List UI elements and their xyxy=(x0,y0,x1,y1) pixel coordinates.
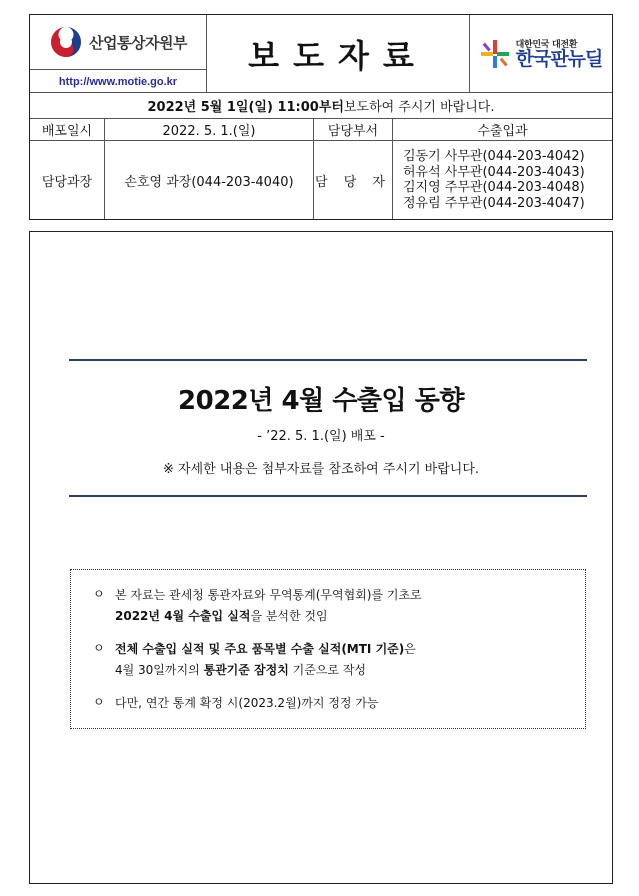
title-rule-top xyxy=(69,359,587,361)
press-body xyxy=(29,231,613,884)
newdeal-spark-icon xyxy=(480,37,510,71)
dist-date-label: 배포일시 xyxy=(30,119,105,140)
newdeal-name: 한국판뉴딜 xyxy=(515,48,603,71)
title-rule-bottom xyxy=(69,495,587,497)
newdeal-logo-text xyxy=(516,37,603,70)
header-row-embargo xyxy=(30,93,612,119)
embargo-time: 2022년 5월 1일(일) 11:00부터 xyxy=(147,100,344,115)
notice-line xyxy=(115,639,416,660)
notice-item xyxy=(93,639,585,681)
manager-value: 손호영 과장(044-203-4040) xyxy=(105,141,314,219)
doc-type-title: 보도자료 xyxy=(207,15,470,92)
dist-date-value: 2022. 5. 1.(일) xyxy=(105,119,314,140)
press-header-table xyxy=(29,14,613,220)
header-row-contacts xyxy=(30,141,612,219)
doc-dist-line: - ’22. 5. 1.(일) 배포 - xyxy=(257,429,385,444)
dept-value: 수출입과 xyxy=(477,124,528,139)
notice-line: 본 자료는 관세청 통관자료와 무역통계(무역협회)를 기초로 xyxy=(115,588,422,602)
ministry-name: 산업통상자원부 xyxy=(89,33,187,52)
notice-box xyxy=(70,569,586,729)
manager-label: 담당과장 xyxy=(30,141,105,219)
embargo-notice xyxy=(30,93,612,118)
notice-bold: 통관기준 잠정치 xyxy=(203,663,289,677)
ministry-logo xyxy=(49,25,187,59)
notice-bullet: ㅇ xyxy=(93,587,105,601)
header-row-logos xyxy=(30,15,612,93)
notice-bold: (MTI 기준) xyxy=(341,642,405,656)
embargo-text: 보도하여 주시기 바랍니다. xyxy=(343,100,495,115)
dept-label: 담당부서 xyxy=(314,119,393,140)
notice-line: 다만, 연간 통계 확정 시(2023.2월)까지 정정 가능 xyxy=(115,696,379,710)
notice-bullet: ㅇ xyxy=(93,695,105,709)
ministry-url[interactable]: http://www.motie.go.kr xyxy=(30,69,206,88)
notice-text: 4월 30일 xyxy=(115,663,165,677)
notice-bold: 2022년 4월 수출입 실적 xyxy=(115,609,251,623)
newdeal-slogan: 대한민국 대전환 xyxy=(515,40,578,51)
notice-bullet: ㅇ xyxy=(93,641,105,655)
notice-item xyxy=(93,693,585,714)
notice-text: 은 xyxy=(404,642,416,656)
staff-item: 김지영 주무관(044-203-4048) xyxy=(403,180,585,195)
staff-item: 정유림 주무관(044-203-4047) xyxy=(403,195,585,211)
staff-item: 허유석 사무관(044-203-4043) xyxy=(403,164,585,180)
newdeal-logo-cell xyxy=(470,15,612,92)
notice-text: 을 분석한 것임 xyxy=(250,609,328,623)
notice-bold: 전체 수출입 실적 및 주요 품목별 수출 실적 xyxy=(115,642,342,656)
notice-item xyxy=(93,585,585,627)
ministry-logo-cell xyxy=(30,15,207,92)
notice-text: 기준으로 작성 xyxy=(288,663,367,677)
taegeuk-emblem-icon xyxy=(49,25,83,59)
header-row-distribution xyxy=(30,119,612,141)
staff-label: 담 당 자 xyxy=(314,141,393,219)
staff-item: 김동기 사무관(044-203-4042) xyxy=(403,149,585,164)
doc-title: 2022년 4월 수출입 동향 xyxy=(178,386,464,416)
notice-text: 까지의 xyxy=(164,663,204,677)
notice-line xyxy=(115,660,416,681)
doc-attachment-note: ※ 자세한 내용은 첨부자료를 참조하여 주시기 바랍니다. xyxy=(162,462,480,477)
staff-list xyxy=(393,141,612,219)
notice-line xyxy=(115,606,422,627)
